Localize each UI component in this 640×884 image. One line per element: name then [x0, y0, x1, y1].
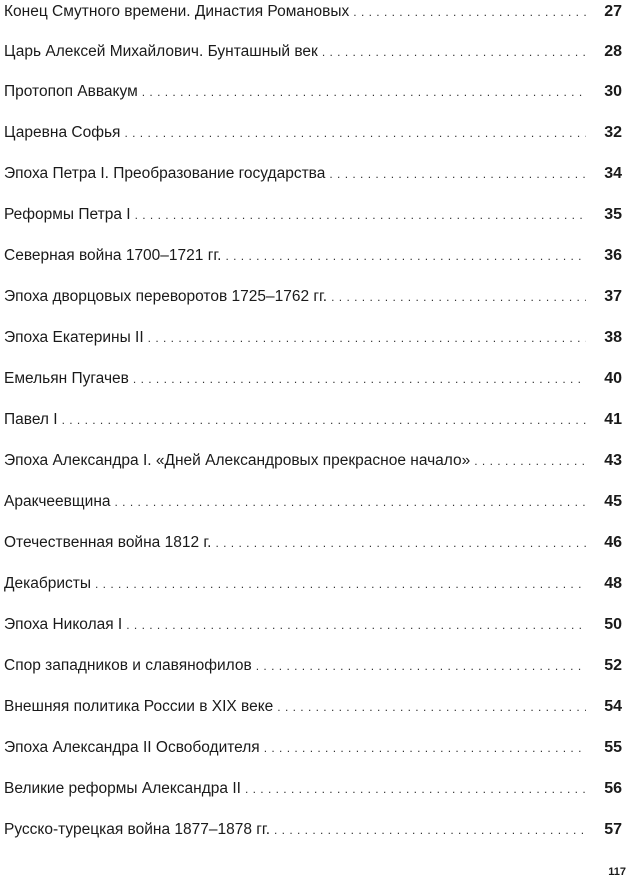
toc-entry-page: 36 [604, 247, 622, 264]
dot-leader [274, 820, 586, 840]
toc-entry [4, 695, 622, 717]
toc-entry-page: 50 [604, 616, 622, 633]
toc-entry-title: Протопоп Аввакум [4, 82, 142, 102]
toc-entry-page: 34 [604, 165, 622, 182]
toc-entry [4, 818, 622, 840]
toc-entry-page: 41 [604, 411, 622, 428]
toc-entry-title: Эпоха Николая I [4, 615, 126, 635]
toc-entry [4, 80, 622, 102]
toc-entry-title: Внешняя политика России в XIX веке [4, 697, 277, 717]
toc-entry-title: Спор западников и славянофилов [4, 656, 256, 676]
toc-entry-page: 30 [604, 83, 622, 100]
toc-entry [4, 203, 622, 225]
dot-leader [264, 738, 586, 758]
toc-entry-page: 57 [604, 821, 622, 838]
toc-entry [4, 449, 622, 471]
toc-entry [4, 285, 622, 307]
toc-entry-title: Эпоха дворцовых переворотов 1725–1762 гг. [4, 287, 331, 307]
toc-entry-page: 52 [604, 657, 622, 674]
dot-leader [215, 533, 586, 553]
toc-entry [4, 613, 622, 635]
toc-entry-title: Павел I [4, 410, 62, 430]
dot-leader [135, 205, 586, 225]
toc-entry [4, 162, 622, 184]
toc-entry [4, 777, 622, 799]
dot-leader [474, 451, 586, 471]
toc-entry-title: Северная война 1700–1721 гг. [4, 246, 225, 266]
toc-entry [4, 408, 622, 430]
toc-entry-title: Аракчеевщина [4, 492, 115, 512]
toc-entry [4, 326, 622, 348]
dot-leader [115, 492, 586, 512]
toc-entry-title: Царь Алексей Михайлович. Бунташный век [4, 42, 322, 62]
toc-entry-title: Реформы Петра I [4, 205, 135, 225]
toc-entry-page: 37 [604, 288, 622, 305]
dot-leader [353, 2, 586, 22]
toc-entry-page: 43 [604, 452, 622, 469]
dot-leader [245, 779, 586, 799]
toc-entry-title: Русско-турецкая война 1877–1878 гг. [4, 820, 274, 840]
toc-entry-page: 46 [604, 534, 622, 551]
toc-entry [4, 736, 622, 758]
toc-entry-title: Эпоха Александра II Освободителя [4, 738, 264, 758]
toc-entry-title: Великие реформы Александра II [4, 779, 245, 799]
dot-leader [133, 369, 586, 389]
dot-leader [95, 574, 586, 594]
dot-leader [256, 656, 586, 676]
toc-entry-page: 40 [604, 370, 622, 387]
toc-entry [4, 490, 622, 512]
toc-entry-page: 27 [604, 3, 622, 20]
toc-entry-page: 48 [604, 575, 622, 592]
dot-leader [225, 246, 586, 266]
dot-leader [329, 164, 586, 184]
toc-entry [4, 531, 622, 553]
toc-entry [4, 367, 622, 389]
dot-leader [277, 697, 586, 717]
toc-entry-title: Эпоха Петра I. Преобразование государства [4, 164, 329, 184]
dot-leader [331, 287, 586, 307]
dot-leader [322, 42, 586, 62]
dot-leader [126, 615, 586, 635]
toc-entry [4, 654, 622, 676]
toc-entry [4, 40, 622, 62]
toc-entry-title: Конец Смутного времени. Династия Романовых [4, 2, 353, 22]
dot-leader [124, 123, 586, 143]
toc-entry-page: 54 [604, 698, 622, 715]
dot-leader [142, 82, 586, 102]
page-number: 117 [608, 866, 626, 878]
toc-entry [4, 0, 622, 22]
dot-leader [148, 328, 586, 348]
toc-entry-page: 35 [604, 206, 622, 223]
toc-entry [4, 572, 622, 594]
toc-entry-title: Емельян Пугачев [4, 369, 133, 389]
toc-entry-title: Отечественная война 1812 г. [4, 533, 215, 553]
toc-entry-title: Эпоха Екатерины II [4, 328, 148, 348]
toc-entry-title: Декабристы [4, 574, 95, 594]
toc-entry-page: 38 [604, 329, 622, 346]
toc-entry-page: 56 [604, 780, 622, 797]
toc-entry-page: 28 [604, 43, 622, 60]
toc-entry-page: 45 [604, 493, 622, 510]
toc-entry [4, 121, 622, 143]
dot-leader [62, 410, 586, 430]
toc-entry-page: 32 [604, 124, 622, 141]
toc-entry-title: Эпоха Александра I. «Дней Александровых прекрасное начало» [4, 451, 474, 471]
toc-entry [4, 244, 622, 266]
toc-entry-page: 55 [604, 739, 622, 756]
toc-entry-title: Царевна Софья [4, 123, 124, 143]
